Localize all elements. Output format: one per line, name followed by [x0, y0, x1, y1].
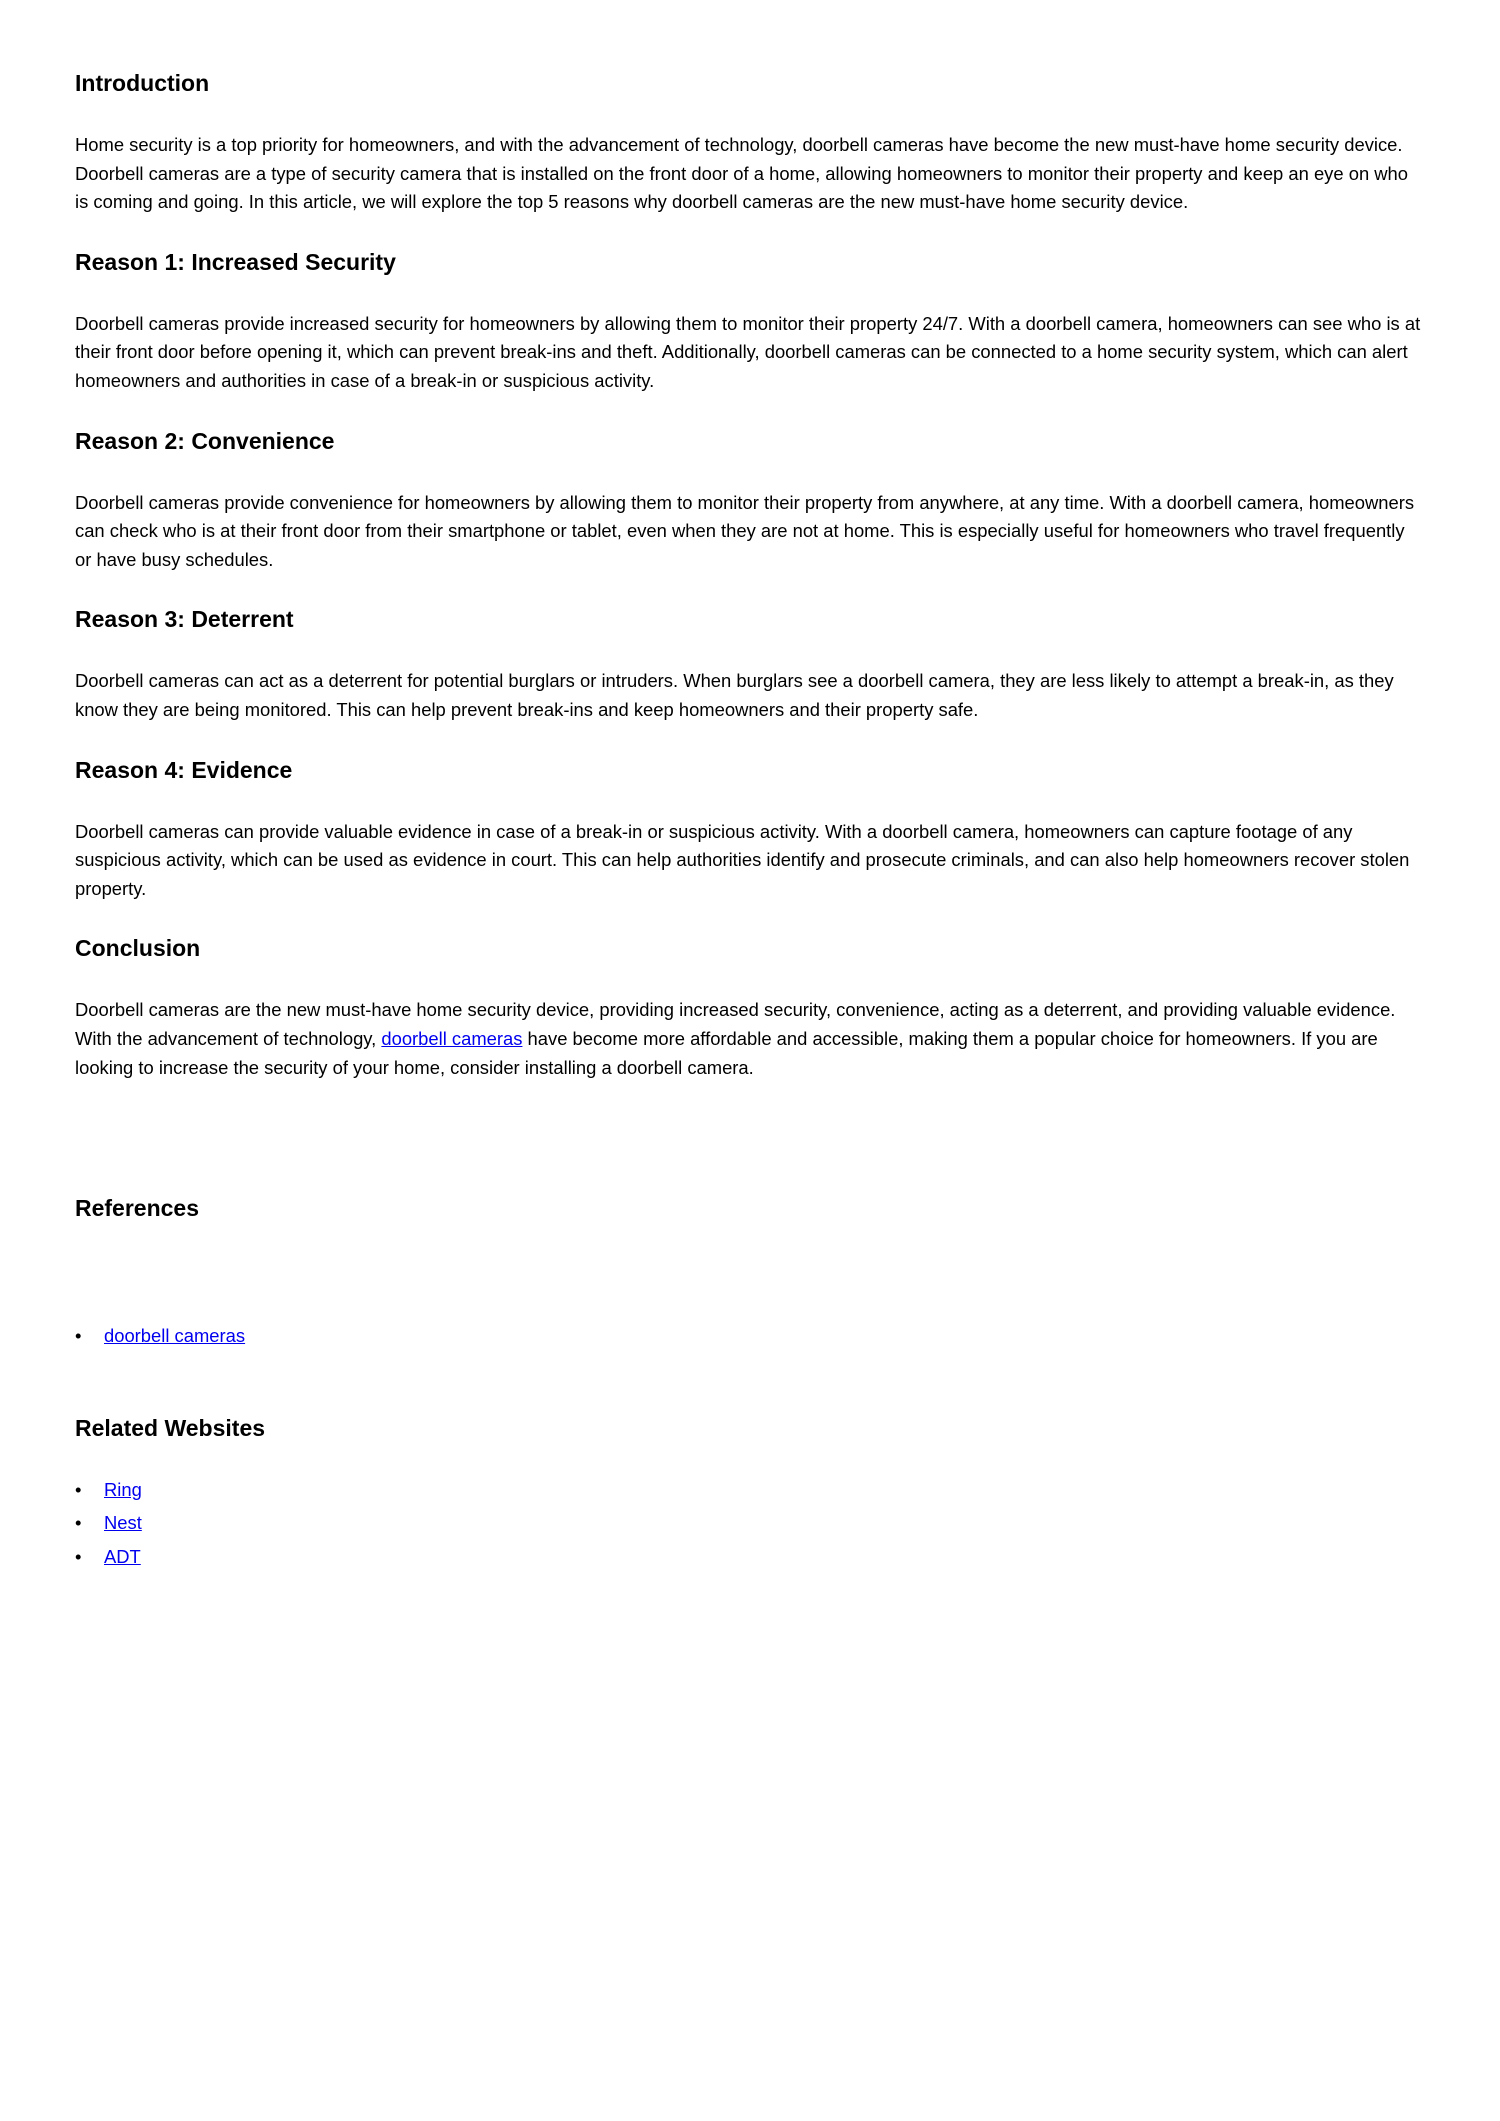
list-item: [75, 1473, 1425, 1507]
references-list: [75, 1319, 1425, 1353]
section-heading-conclusion: Conclusion: [75, 935, 201, 962]
doorbell-cameras-link[interactable]: doorbell cameras: [381, 1027, 523, 1049]
section-heading-reason-1: Reason 1: Increased Security: [75, 248, 396, 275]
list-item: [75, 1506, 1425, 1540]
bullet-icon: •: [75, 1478, 82, 1500]
reference-link-doorbell-cameras[interactable]: doorbell cameras: [104, 1325, 246, 1347]
related-websites-list: [75, 1473, 1425, 1574]
bullet-icon: •: [75, 1545, 82, 1567]
section-heading-reason-4: Reason 4: Evidence: [75, 756, 293, 783]
related-link-nest[interactable]: Nest: [104, 1512, 142, 1534]
bullet-icon: •: [75, 1325, 82, 1347]
related-link-ring[interactable]: Ring: [104, 1478, 142, 1500]
conclusion-text-before: Doorbell cameras are the new must-have home security device, providing increased security, convenience, acting as a deterrent, and providing valuable evidence. With the advancement of technology,: [75, 999, 1396, 1049]
bullet-icon: •: [75, 1512, 82, 1534]
section-text-reason-1: Doorbell cameras provide increased security for homeowners by allowing them to monitor their property 24/7. With a doorbell camera, homeowners can see who is at their front door before opening it, which can prevent break-ins and theft. Additionally, doorbell cameras can be connected to a home security system, which can alert homeowners and authorities in case of a break-in or suspicious activity.: [75, 312, 1421, 391]
section-text-reason-4: Doorbell cameras can provide valuable evidence in case of a break-in or suspicious activity. With a doorbell camera, homeowners can capture footage of any suspicious activity, which can be used as evidence in court. This can help authorities identify and prosecute criminals, and can also help homeowners recover stolen property.: [75, 820, 1410, 899]
references-heading: References: [75, 1195, 200, 1222]
section-text-reason-2: Doorbell cameras provide convenience for homeowners by allowing them to monitor their property from anywhere, at any time. With a doorbell camera, homeowners can check who is at their front door from their smartphone or tablet, even when they are not at home. This is especially useful for homeowners who travel frequently or have busy schedules.: [75, 491, 1415, 570]
related-link-adt[interactable]: ADT: [104, 1545, 141, 1567]
conclusion-text-after: have become more affordable and accessible, making them a popular choice for homeowners. If you are looking to increase the security of your home, consider installing a doorbell camera.: [75, 1027, 1378, 1078]
section-text-introduction: Home security is a top priority for homeowners, and with the advancement of technology, doorbell cameras have become the new must-have home security device. Doorbell cameras are a type of security camera that is installed on the front door of a home, allowing homeowners to monitor their property and keep an eye on who is coming and going. In this article, we will explore the top 5 reasons why doorbell cameras are the new must-have home security device.: [75, 134, 1409, 213]
section-heading-introduction: Introduction: [75, 70, 210, 96]
section-text-conclusion: [75, 996, 1425, 1082]
related-websites-heading: Related Websites: [75, 1414, 266, 1441]
section-text-reason-3: Doorbell cameras can act as a deterrent for potential burglars or intruders. When burglars see a doorbell camera, they are less likely to attempt a break-in, as they know they are being monitored. This can help prevent break-ins and keep homeowners and their property safe.: [75, 670, 1394, 720]
section-heading-reason-3: Reason 3: Deterrent: [75, 606, 294, 633]
list-item: [75, 1319, 1425, 1353]
list-item: [75, 1540, 1425, 1574]
section-heading-reason-2: Reason 2: Convenience: [75, 427, 335, 454]
